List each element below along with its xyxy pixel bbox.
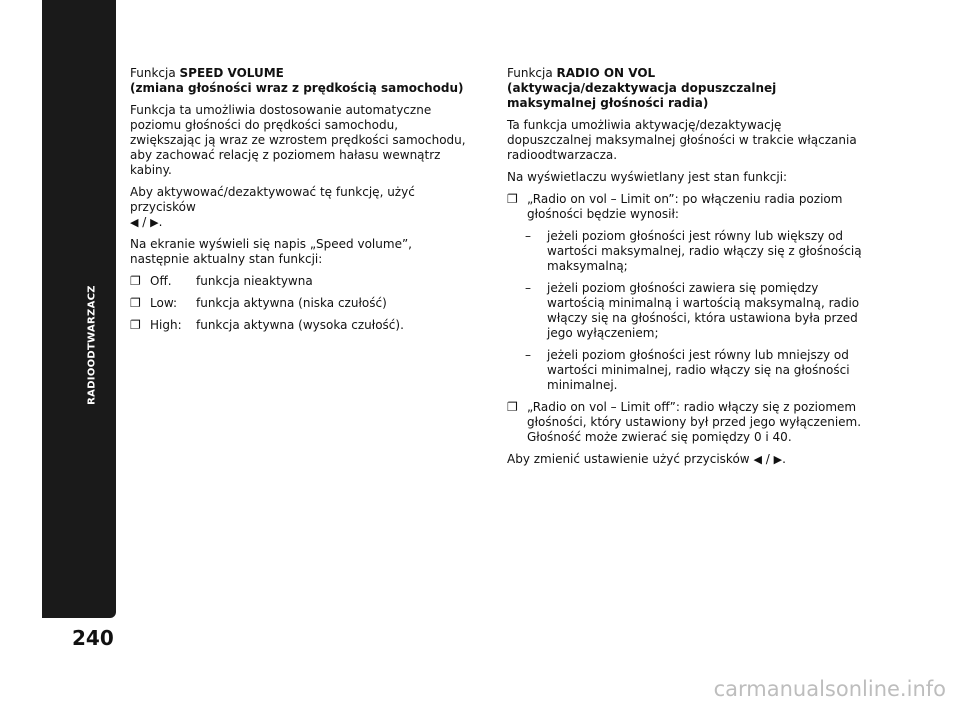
arrow-left-icon: ◀: [753, 453, 762, 466]
option-item: ❐ Off. funkcja nieaktywna: [130, 274, 313, 288]
option-item: ❐ „Radio on vol – Limit on”: po włączeniu radia poziom głośności będzie wynosił:: [507, 192, 843, 221]
radio-on-vol-description: Ta funkcja umożliwia aktywację/dezaktywację dopuszczalnej maksymalnej głośności w trakcie włączania radioodtwarzacza.: [507, 118, 857, 162]
dash-item: – jeżeli poziom głośności jest równy lub większy od wartości maksymalnej, radio włączy się z głośnością maksymalną;: [525, 229, 862, 273]
page-number: 240: [72, 626, 114, 650]
arrow-right-icon: ▶: [150, 216, 159, 229]
radio-on-vol-change-setting: Aby zmienić ustawienie użyć przycisków ◀ / ▶.: [507, 452, 786, 466]
speed-volume-subheading: (zmiana głośności wraz z prędkością samochodu): [130, 81, 464, 95]
speed-volume-heading: Funkcja SPEED VOLUME (zmiana głośności wraz z prędkością samochodu): [130, 66, 464, 95]
section-label: RADIOODTWARZACZ: [86, 285, 98, 405]
speed-volume-display-info: Na ekranie wyświeli się napis „Speed volume”, następnie aktualny stan funkcji:: [130, 237, 412, 266]
radio-on-vol-subheading: (aktywacja/dezaktywacja dopuszczalnej maksymalnej głośności radia): [507, 81, 777, 110]
right-column: [507, 66, 867, 474]
option-item: ❐ Low: funkcja aktywna (niska czułość): [130, 296, 387, 310]
radio-on-vol-display-info: Na wyświetlaczu wyświetlany jest stan funkcji:: [507, 170, 788, 184]
option-item: ❐ „Radio on vol – Limit off”: radio włączy się z poziomem głośności, który ustawiony był przed jego wyłączeniem. Głośność może zwierać się pomiędzy 0 i 40.: [507, 400, 862, 444]
speed-volume-activation: Aby aktywować/dezaktywować tę funkcję, użyć przycisków ◀ / ▶.: [130, 185, 415, 229]
checkbox-bullet-icon: ❐: [507, 400, 518, 414]
radio-on-vol-heading: Funkcja RADIO ON VOL (aktywacja/dezaktywacja dopuszczalnej maksymalnej głośności radia): [507, 66, 777, 110]
watermark: carmanualsonline.info: [713, 677, 946, 701]
checkbox-bullet-icon: ❐: [507, 192, 518, 206]
arrow-left-icon: ◀: [130, 216, 139, 229]
option-item: ❐ High: funkcja aktywna (wysoka czułość).: [130, 318, 404, 332]
sidebar-tab: [42, 0, 116, 618]
checkbox-bullet-icon: ❐: [130, 318, 141, 332]
left-column: [130, 66, 470, 340]
checkbox-bullet-icon: ❐: [130, 296, 141, 310]
dash-item: – jeżeli poziom głośności zawiera się pomiędzy wartością minimalną i wartością maksymalną, radio włączy się na głośności, która ustawiona była przed jego wyłączeniem;: [525, 281, 860, 340]
speed-volume-description: Funkcja ta umożliwia dostosowanie automatyczne poziomu głośności do prędkości samochodu, zwiększając ją wraz ze wzrostem prędkości samochodu, aby zachować relację z poziomem hałasu wewnątrz kabiny.: [130, 103, 466, 177]
dash-item: – jeżeli poziom głośności jest równy lub mniejszy od wartości minimalnej, radio włączy się na głośności minimalnej.: [525, 348, 850, 392]
checkbox-bullet-icon: ❐: [130, 274, 141, 288]
arrow-right-icon: ▶: [773, 453, 783, 466]
